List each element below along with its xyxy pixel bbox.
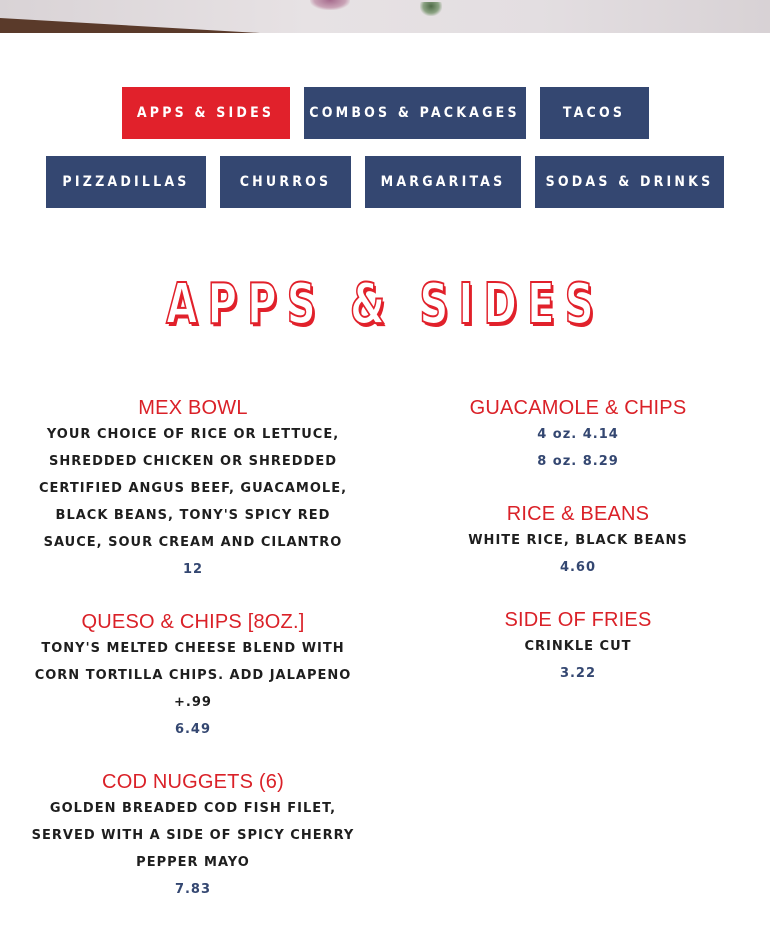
- menu-column-left: [30, 395, 356, 929]
- menu-item-guacamole-chips: [420, 395, 736, 475]
- menu-column-right: [420, 395, 736, 713]
- tab-churros[interactable]: CHURROS: [220, 156, 351, 208]
- item-price: 4.60: [559, 560, 597, 575]
- hero-flower: [310, 0, 350, 10]
- tab-combos-packages[interactable]: COMBOS & PACKAGES: [304, 87, 526, 139]
- item-description: WHITE RICE, BLACK BEANS: [468, 533, 688, 548]
- item-name: SIDE OF FRIES: [504, 609, 652, 631]
- item-name: QUESO & CHIPS [8OZ.]: [81, 611, 305, 633]
- hero-image: [0, 0, 770, 33]
- section-title: APPS & SIDES: [166, 272, 604, 337]
- item-price: 3.22: [559, 666, 597, 681]
- hero-leaf: [420, 2, 442, 16]
- menu-item-rice-beans: [420, 501, 736, 581]
- item-name: MEX BOWL: [138, 397, 248, 419]
- item-name: GUACAMOLE & CHIPS: [469, 397, 687, 419]
- item-price: 12: [182, 562, 204, 577]
- menu-item-side-of-fries: [420, 607, 736, 687]
- item-description: GOLDEN BREADED COD FISH FILET, SERVED WITH A SIDE OF SPICY CHERRY PEPPER MAYO: [31, 801, 355, 870]
- menu-tabs-row-1: [0, 87, 770, 139]
- item-price: 4 oz. 4.14: [537, 427, 619, 442]
- item-description: TONY'S MELTED CHEESE BLEND WITH CORN TORTILLA CHIPS. ADD JALAPENO +.99: [34, 641, 352, 710]
- item-price: 8 oz. 8.29: [537, 454, 619, 469]
- tab-tacos[interactable]: TACOS: [540, 87, 649, 139]
- item-name: RICE & BEANS: [506, 503, 650, 525]
- item-price: 7.83: [174, 882, 212, 897]
- menu-tabs-row-2: [0, 156, 770, 208]
- tab-apps-sides[interactable]: APPS & SIDES: [122, 87, 290, 139]
- item-price: 6.49: [174, 722, 212, 737]
- item-name: COD NUGGETS (6): [102, 771, 284, 793]
- hero-wood-table: [0, 18, 260, 33]
- menu-item-queso-chips: [30, 609, 356, 743]
- item-description: YOUR CHOICE OF RICE OR LETTUCE, SHREDDED CHICKEN OR SHREDDED CERTIFIED ANGUS BEEF, GUACAMOLE, BLACK BEANS, TONY'S SPICY RED SAUCE, SOUR CREAM AND CILANTRO: [38, 427, 348, 550]
- tab-margaritas[interactable]: MARGARITAS: [365, 156, 521, 208]
- tab-sodas-drinks[interactable]: SODAS & DRINKS: [535, 156, 724, 208]
- menu-item-cod-nuggets: [30, 769, 356, 903]
- item-description: CRINKLE CUT: [524, 639, 632, 654]
- tab-pizzadillas[interactable]: PIZZADILLAS: [46, 156, 206, 208]
- menu-item-mex-bowl: [30, 395, 356, 583]
